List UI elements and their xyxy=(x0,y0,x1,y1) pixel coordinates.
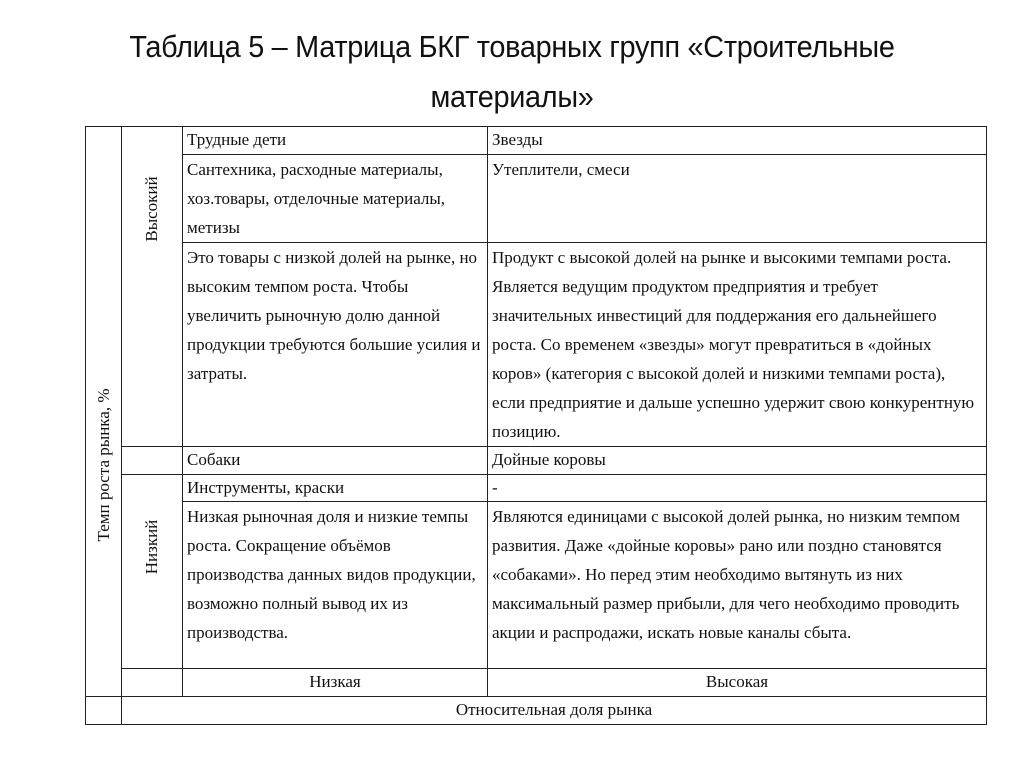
products-stars: Утеплители, смеси xyxy=(488,155,987,243)
table-row xyxy=(86,127,987,155)
growth-high-cell xyxy=(122,127,183,447)
description-stars: Продукт с высокой долей на рынке и высокими темпами роста. Является ведущим продуктом предприятия и требует значительных инвестиций для поддержания его дальнейшего роста. Со временем «звезды» могут превратиться в «дойных коров» (категория с высокой долей и низкими темпами роста), если предприятие и дальше успешно удержит свою конкурентную позицию. xyxy=(488,243,987,447)
table-row xyxy=(86,447,987,475)
title-line-2: материалы» xyxy=(430,79,594,114)
products-dogs: Инструменты, краски xyxy=(183,474,488,502)
table-row xyxy=(86,669,987,697)
description-question-marks: Это товары с низкой долей на рынке, но высоким темпом роста. Чтобы увеличить рыночную долю данной продукции требуются большие усилия и затраты. xyxy=(183,243,488,447)
bcg-matrix-table xyxy=(85,126,987,725)
title-line-1: Таблица 5 – Матрица БКГ товарных групп «Строительные xyxy=(129,29,895,64)
growth-low-cell xyxy=(122,474,183,669)
empty-cell xyxy=(122,669,183,697)
quadrant-name-dogs: Собаки xyxy=(183,447,488,475)
table-row xyxy=(86,474,987,502)
quadrant-name-stars: Звезды xyxy=(488,127,987,155)
table-row xyxy=(86,502,987,669)
quadrant-name-cash-cows: Дойные коровы xyxy=(488,447,987,475)
y-axis-cell xyxy=(86,127,122,697)
description-cash-cows: Являются единицами с высокой долей рынка, но низким темпом развития. Даже «дойные коровы» рано или поздно становятся «собаками». Но перед этим необходимо вытянуть из них максимальный размер прибыли, для чего необходимо проводить акции и распродажи, искать новые каналы сбыта. xyxy=(488,502,987,669)
table-row xyxy=(86,696,987,724)
page-title xyxy=(36,22,988,122)
growth-high-label: Высокий xyxy=(141,176,161,242)
y-axis-label: Темп роста рынка, % xyxy=(93,388,113,542)
quadrant-name-question-marks: Трудные дети xyxy=(183,127,488,155)
products-cash-cows: - xyxy=(488,474,987,502)
share-low-label: Низкая xyxy=(183,669,488,697)
description-dogs: Низкая рыночная доля и низкие темпы роста. Сокращение объёмов производства данных видов продукции, возможно полный вывод их из производства. xyxy=(183,502,488,669)
share-high-label: Высокая xyxy=(488,669,987,697)
table-row xyxy=(86,243,987,447)
empty-cell xyxy=(86,696,122,724)
products-question-marks: Сантехника, расходные материалы, хоз.товары, отделочные материалы, метизы xyxy=(183,155,488,243)
x-axis-label: Относительная доля рынка xyxy=(122,696,987,724)
growth-low-label: Низкий xyxy=(141,519,161,574)
table-row xyxy=(86,155,987,243)
empty-cell xyxy=(122,447,183,475)
